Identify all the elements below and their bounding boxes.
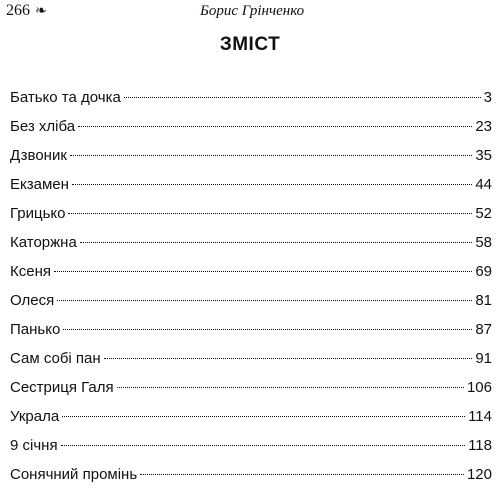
toc-entry-title: Дзвоник [10, 147, 67, 164]
toc-entry [10, 347, 492, 376]
running-header [0, 0, 500, 24]
toc-entry-page: 52 [475, 205, 492, 222]
toc-entry-page: 114 [468, 408, 492, 425]
contents-title: ЗМІСТ [219, 34, 281, 55]
table-of-contents [10, 86, 492, 492]
toc-entry [10, 260, 492, 289]
toc-entry [10, 231, 492, 260]
toc-entry-page: 87 [475, 321, 492, 338]
dot-leader [104, 358, 473, 359]
toc-entry [10, 434, 492, 463]
toc-entry-title: Сестриця Галя [10, 379, 114, 396]
dot-leader [63, 329, 472, 330]
toc-entry-title: Сонячний промінь [10, 466, 138, 483]
toc-entry-title: Екзамен [10, 176, 69, 193]
dot-leader [124, 97, 481, 98]
toc-entry [10, 289, 492, 318]
toc-entry [10, 405, 492, 434]
toc-entry-title: Олеся [10, 292, 55, 309]
dot-leader [68, 213, 472, 214]
dot-leader [80, 242, 473, 243]
toc-entry-page: 35 [475, 147, 492, 164]
toc-entry [10, 202, 492, 231]
toc-entry-page: 23 [475, 118, 492, 135]
toc-entry-page: 69 [475, 263, 492, 280]
toc-entry-title: Батько та дочка [10, 89, 121, 106]
toc-entry [10, 86, 492, 115]
toc-entry-page: 58 [475, 234, 492, 251]
toc-entry-title: Ксеня [10, 263, 51, 280]
dot-leader [140, 474, 464, 475]
dot-leader [72, 184, 472, 185]
toc-entry-page: 106 [466, 379, 492, 396]
toc-entry [10, 376, 492, 405]
dot-leader [54, 271, 472, 272]
toc-entry [10, 115, 492, 144]
toc-entry-page: 44 [475, 176, 492, 193]
toc-entry-title: Каторжна [10, 234, 77, 251]
author-name: Борис Грінченко [200, 3, 305, 19]
fleuron-ornament-icon: ❧ [35, 3, 47, 19]
toc-entry-page: 91 [475, 350, 492, 367]
page-number: 266 [6, 2, 30, 19]
toc-entry-title: Сам собі пан [10, 350, 101, 367]
dot-leader [62, 416, 465, 417]
dot-leader [78, 126, 472, 127]
toc-entry-title: Грицько [10, 205, 66, 222]
dot-leader [117, 387, 464, 388]
toc-entry-page: 120 [466, 466, 492, 483]
toc-entry-page: 118 [468, 437, 492, 454]
dot-leader [57, 300, 472, 301]
toc-entry [10, 144, 492, 173]
dot-leader [61, 445, 466, 446]
toc-entry-title: Украла [10, 408, 60, 425]
toc-entry [10, 463, 492, 492]
toc-entry-page: 3 [483, 89, 492, 106]
toc-entry-title: 9 січня [10, 437, 58, 454]
dot-leader [70, 155, 472, 156]
toc-entry-title: Панько [10, 321, 61, 338]
toc-entry [10, 173, 492, 202]
toc-entry-title: Без хліба [10, 118, 76, 135]
toc-entry [10, 318, 492, 347]
toc-entry-page: 81 [475, 292, 492, 309]
